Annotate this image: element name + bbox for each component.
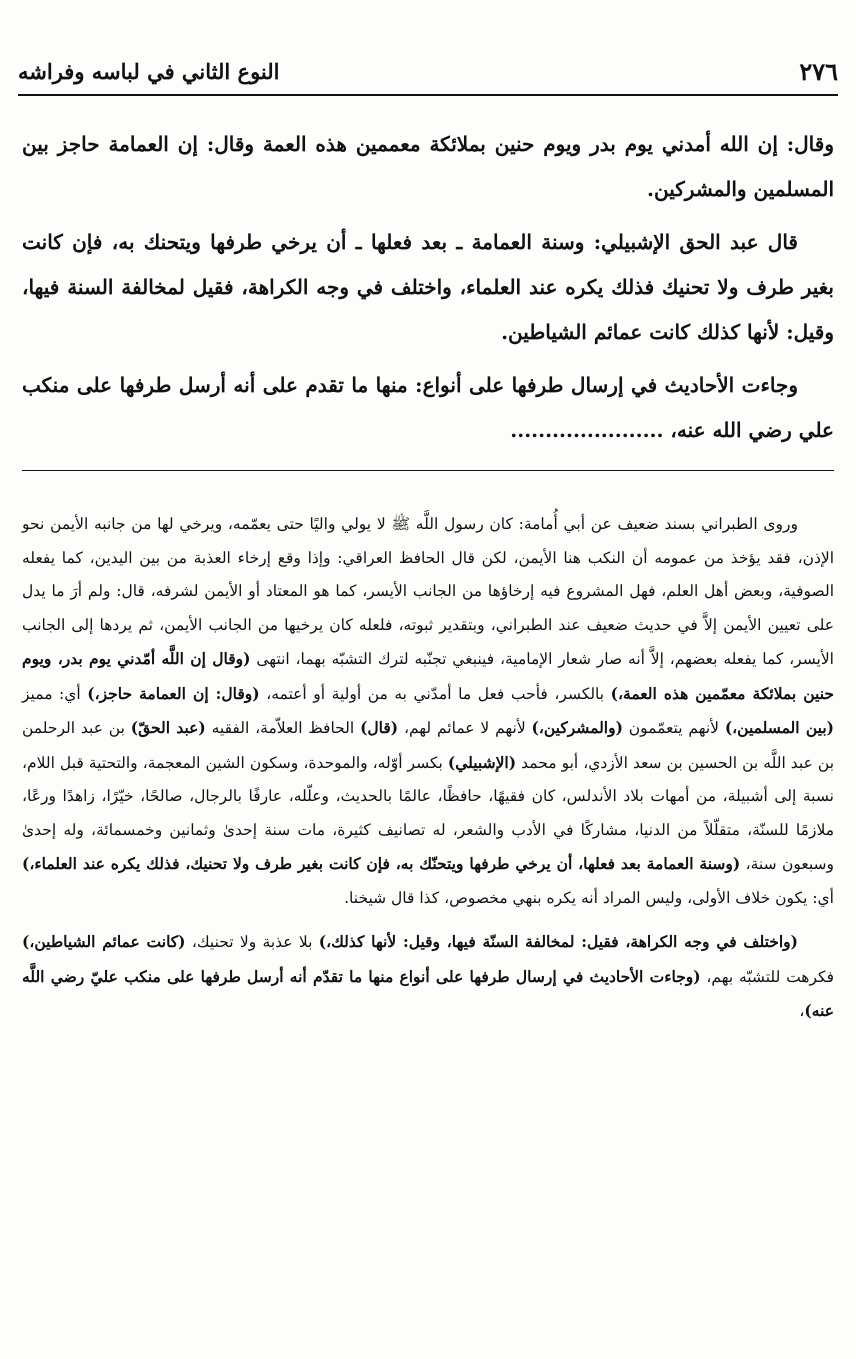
quoted-matn: (بين المسلمين،): [724, 718, 834, 737]
commentary-text: لأنهم لا عمائم لهم،: [398, 719, 532, 737]
commentary-text: أي: مميز: [22, 684, 88, 703]
commentary-text: فكرهت للتشبّه بهم،: [700, 967, 834, 986]
quoted-matn: (وقال إن اللَّه أمّدني يوم بدر، ويوم حنين بملائكة معمّمين هذه العمة،): [22, 649, 834, 703]
quoted-matn: (قال): [360, 718, 399, 737]
quoted-matn: (والمشركين،): [531, 718, 623, 737]
quoted-matn: (وقال: إن العمامة حاجز،): [87, 683, 260, 703]
text-commentary-separator: [22, 470, 834, 471]
commentary-text: ،: [799, 1002, 805, 1020]
main-text: [22, 122, 834, 461]
header-rule: [18, 94, 838, 96]
commentary-text: بكسر أوّله، والموحدة، وسكون الشين المعجمة، والتحتية قبل اللام، نسبة إلى أشبيلة، من أمهات بلاد الأندلس، كان فقيهًا، حافظًا، عالمًا بالحديث، وعلّله، عارفًا بالرجال، صالحًا، خيّرًا، زاهدًا ورعًا، ملازمًا للسنّة، متقلّلاً من الدنيا، مشاركًا في الأدب والشعر، له تصانيف كثيرة، مات سنة إحدىٰ وثمانين وخمسمائة، وله إحدىٰ وسبعون سنة،: [22, 753, 834, 873]
commentary-text: الحافظ العلاّمة، الفقيه: [205, 719, 361, 737]
commentary-text: بن عبد الرحلمن بن عبد اللَّه بن الحسين بن سعد الأزدي، أبو محمد: [22, 719, 835, 772]
commentary-text: لأنهم يتعمّمون: [622, 719, 725, 737]
main-paragraph-3: وجاءت الأحاديث في إرسال طرفها على أنواع: منها ما تقدم على أنه أرسل طرفها على منكب علي رضي الله عنه، ......................: [22, 373, 834, 442]
commentary-text: بالكسر، فأحب فعل ما أمدّني به من أولية أو أعتمه،: [259, 684, 611, 703]
commentary-paragraph-2: [22, 925, 834, 1029]
quoted-matn: (واختلف في وجه الكراهة، فقيل: لمخالفة السنّة فيها، وقيل: لأنها كذلك،): [318, 932, 798, 951]
commentary-text: وروى الطبراني بسند ضعيف عن أبي أُمامة: كان رسول اللَّه ﷺ لا يولي واليًا حتى يعمّمه، ويرخي لها من جانبه الأيمن نحو الإذن، فقد يؤخذ من عمومه أن النكب هنا الأيمن، لكن قال الحافظ العراقي: وإذا وقع إرخاء العذبة من بين اليدين، كما يفعله الصوفية، وبعض أهل العلم، فهل المشروع فيه إرخاؤها من الجانب الأيسر، كما هو المعتاد أو الأيمن لشرفه، قال: ولم أرَ ما يدل على تعيين الأيمن إلاَّ في حديث ضعيف عند الطبراني، وبتقدير ثبوته، فلعله كان يرخيها من الجانب الأيمن، ثم يردها إلى الجانب الأيسر، كما يفعله بعضهم، إلاَّ أنه صار شعار الإمامية، فينبغي تجنّبه لترك التشبّه بهما، انتهى: [22, 515, 834, 668]
commentary: [22, 508, 834, 1039]
quoted-matn: (الإشبيلي): [447, 752, 517, 772]
commentary-paragraph-1: [22, 508, 834, 915]
running-title: النوع الثاني في لباسه وفراشه: [18, 58, 280, 84]
main-paragraph-1: وقال: إن الله أمدني يوم بدر ويوم حنين بملائكة معممين هذه العمة وقال: إن العمامة حاجز بين المسلمين والمشركين.: [22, 132, 834, 201]
page-header: [18, 52, 838, 90]
quoted-matn: (كانت عمائم الشياطين،): [22, 932, 186, 951]
page-number: ٢٧٦: [799, 56, 838, 86]
commentary-text: بلا عذبة ولا تحنيك،: [185, 933, 319, 951]
quoted-matn: (وسنة العمامة بعد فعلها، أن يرخي طرفها ويتحنّك به، فإن كانت بغير طرف ولا تحنيك، فذلك يكره عند العلماء،): [22, 854, 741, 873]
commentary-text: أي: يكون خلاف الأولى، وليس المراد أنه يكره بنهي مخصوص، كذا قال شيخنا.: [344, 888, 834, 907]
main-paragraph-2: قال عبد الحق الإشبيلي: وسنة العمامة ـ بعد فعلها ـ أن يرخي طرفها ويتحنك به، فإن كانت بغير طرف ولا تحنيك فذلك يكره عند العلماء، واختلف في وجه الكراهة، فقيل لمخالفة السنة فيها، وقيل: لأنها كذلك كانت عمائم الشياطين.: [22, 230, 835, 344]
quoted-matn: (وجاءت الأحاديث في إرسال طرفها على أنواع منها ما تقدّم أنه أرسل طرفها على منكب عليّ رضي اللَّه عنه): [22, 966, 834, 1020]
quoted-matn: (عبد الحقّ): [130, 718, 206, 737]
